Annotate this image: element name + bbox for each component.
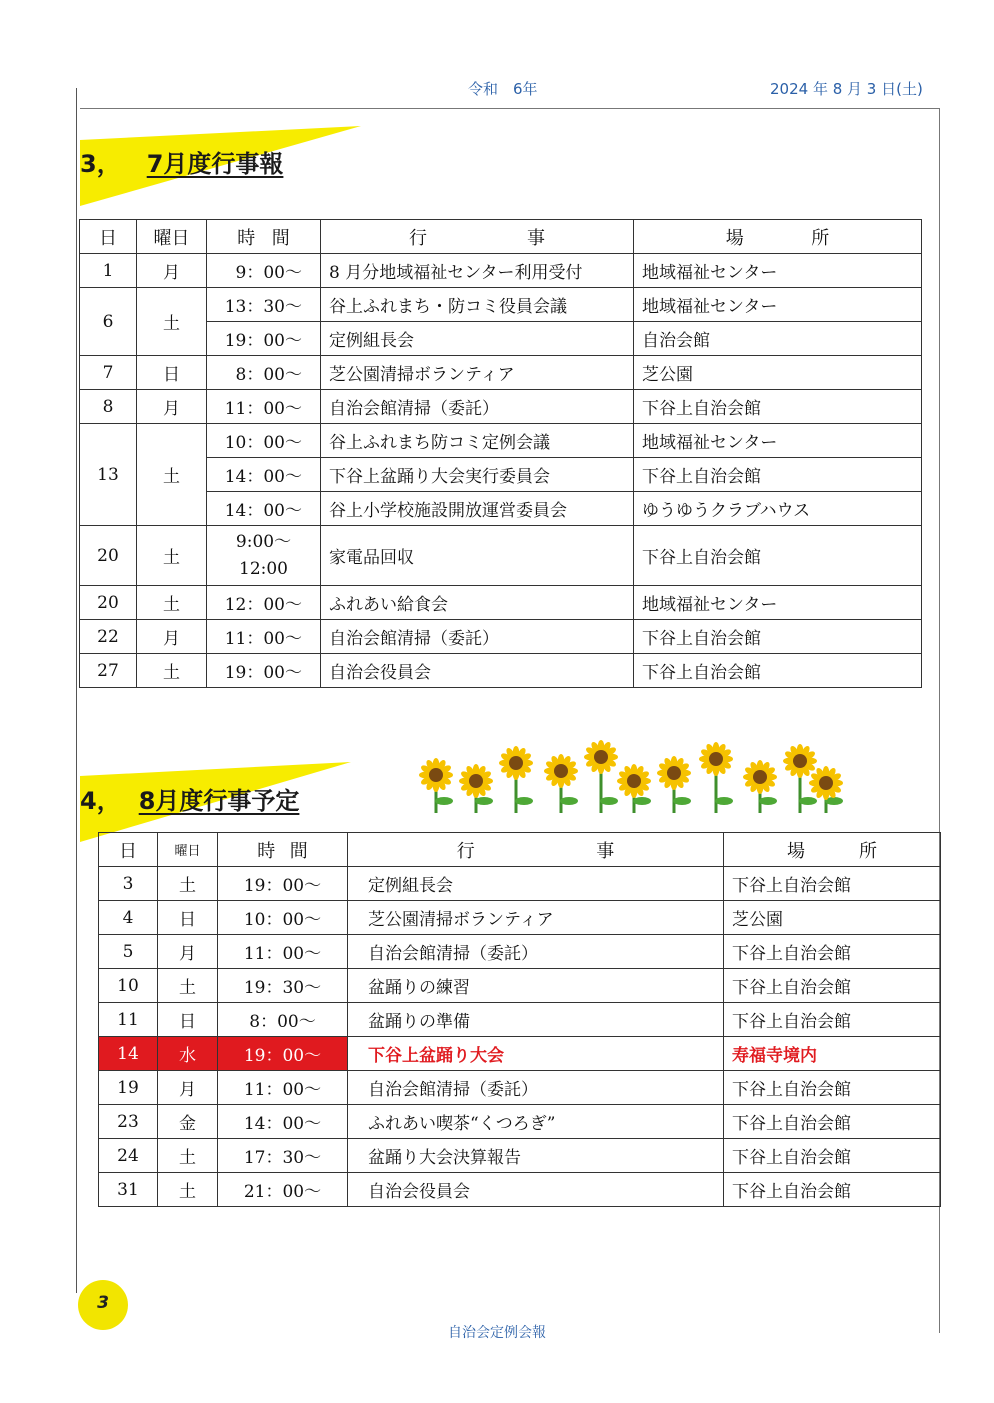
cell-event: 谷上ふれまち防コミ定例会議 <box>321 424 634 458</box>
cell-weekday: 日 <box>137 356 207 390</box>
cell-place: ゆうゆうクラブハウス <box>634 492 922 526</box>
cell-event: 芝公園清掃ボランティア <box>321 356 634 390</box>
july-events-table <box>79 219 922 688</box>
table-row <box>80 654 922 688</box>
table-header-row <box>80 220 922 254</box>
cell-event: 自治会館清掃（委託） <box>348 935 724 969</box>
cell-time: 13：30～ <box>207 288 321 322</box>
cell-place: 地域福祉センター <box>634 254 922 288</box>
table-row <box>80 458 922 492</box>
section3-number: 3， <box>80 150 121 178</box>
cell-weekday: 金 <box>158 1105 218 1139</box>
cell-event: 下谷上盆踊り大会実行委員会 <box>321 458 634 492</box>
cell-event: 谷上小学校施設開放運営委員会 <box>321 492 634 526</box>
cell-event: 定例組長会 <box>321 322 634 356</box>
section3-heading <box>80 144 283 179</box>
cell-time: 11：00～ <box>218 1071 348 1105</box>
table-row <box>80 620 922 654</box>
time-end: 12:00 <box>239 558 288 579</box>
cell-place: 地域福祉センター <box>634 288 922 322</box>
cell-time: 19：00～ <box>218 1037 348 1071</box>
table-row <box>99 901 941 935</box>
cell-place: 下谷上自治会館 <box>634 654 922 688</box>
cell-place: 下谷上自治会館 <box>724 867 941 901</box>
cell-place: 地域福祉センター <box>634 586 922 620</box>
sunflower-icon <box>398 735 868 815</box>
time-start: 9:00～ <box>235 531 292 552</box>
cell-event: 定例組長会 <box>348 867 724 901</box>
table-row <box>80 288 922 322</box>
col-weekday: 曜日 <box>158 833 218 867</box>
cell-time <box>207 526 321 586</box>
table-row <box>99 867 941 901</box>
table-row <box>80 586 922 620</box>
cell-place: 下谷上自治会館 <box>634 620 922 654</box>
cell-time: 12：00～ <box>207 586 321 620</box>
header-date: 2024 年 8 月 3 日(土) <box>770 80 923 98</box>
cell-place: 自治会館 <box>634 322 922 356</box>
col-day: 日 <box>80 220 137 254</box>
cell-time: 14：00～ <box>218 1105 348 1139</box>
table-row <box>99 1139 941 1173</box>
cell-weekday: 土 <box>137 424 207 526</box>
cell-event: 谷上ふれまち・防コミ役員会議 <box>321 288 634 322</box>
cell-event: 盆踊り大会決算報告 <box>348 1139 724 1173</box>
cell-time: 11：00～ <box>207 390 321 424</box>
cell-event: 芝公園清掃ボランティア <box>348 901 724 935</box>
cell-time: 10：00～ <box>218 901 348 935</box>
table-row <box>80 424 922 458</box>
cell-event: 家電品回収 <box>321 526 634 586</box>
cell-weekday: 土 <box>137 654 207 688</box>
cell-weekday: 月 <box>137 254 207 288</box>
cell-place: 下谷上自治会館 <box>634 526 922 586</box>
cell-time: 8：00～ <box>207 356 321 390</box>
table-row <box>99 935 941 969</box>
page-number: 3 <box>97 1293 109 1313</box>
cell-weekday: 土 <box>158 1173 218 1207</box>
cell-day: 3 <box>99 867 158 901</box>
cell-weekday: 土 <box>158 867 218 901</box>
cell-weekday: 土 <box>158 1139 218 1173</box>
section4-number: 4， <box>80 787 121 815</box>
cell-event: 下谷上盆踊り大会 <box>348 1037 724 1071</box>
cell-day: 10 <box>99 969 158 1003</box>
cell-day: 20 <box>80 586 137 620</box>
section4-title: 8月度行事予定 <box>138 787 300 815</box>
col-time: 時 間 <box>218 833 348 867</box>
cell-time: 9：00～ <box>207 254 321 288</box>
cell-day: 24 <box>99 1139 158 1173</box>
cell-place: 下谷上自治会館 <box>724 1003 941 1037</box>
cell-time: 19：00～ <box>218 867 348 901</box>
cell-place: 下谷上自治会館 <box>634 458 922 492</box>
col-day: 日 <box>99 833 158 867</box>
cell-weekday: 土 <box>137 288 207 356</box>
cell-place: 下谷上自治会館 <box>724 1071 941 1105</box>
table-row <box>80 526 922 586</box>
table-row <box>80 390 922 424</box>
footer-title: 自治会定例会報 <box>448 1325 546 1341</box>
cell-time: 14：00～ <box>207 458 321 492</box>
cell-event: 自治会役員会 <box>348 1173 724 1207</box>
cell-day: 22 <box>80 620 137 654</box>
cell-event: 8 月分地域福祉センター利用受付 <box>321 254 634 288</box>
cell-place: 下谷上自治会館 <box>724 969 941 1003</box>
table-row <box>99 1003 941 1037</box>
table-row <box>99 1071 941 1105</box>
august-events-table <box>98 832 941 1207</box>
table-row <box>99 1105 941 1139</box>
cell-place: 寿福寺境内 <box>724 1037 941 1071</box>
col-event: 行 事 <box>348 833 724 867</box>
col-event: 行 事 <box>321 220 634 254</box>
table-row <box>80 492 922 526</box>
cell-day: 13 <box>80 424 137 526</box>
left-margin-line <box>76 88 77 1293</box>
cell-event: 自治会館清掃（委託） <box>348 1071 724 1105</box>
cell-weekday: 月 <box>137 620 207 654</box>
header-rule <box>80 108 940 109</box>
header-era: 令和 6年 <box>468 80 538 98</box>
table-row <box>80 322 922 356</box>
cell-place: 下谷上自治会館 <box>634 390 922 424</box>
cell-day: 6 <box>80 288 137 356</box>
cell-place: 下谷上自治会館 <box>724 1105 941 1139</box>
cell-event: 自治会館清掃（委託） <box>321 620 634 654</box>
col-time: 時 間 <box>207 220 321 254</box>
cell-place: 芝公園 <box>634 356 922 390</box>
cell-weekday: 月 <box>137 390 207 424</box>
table-row <box>80 254 922 288</box>
cell-time: 11：00～ <box>218 935 348 969</box>
cell-weekday: 土 <box>137 586 207 620</box>
table-header-row <box>99 833 941 867</box>
cell-place: 下谷上自治会館 <box>724 1173 941 1207</box>
cell-day: 19 <box>99 1071 158 1105</box>
table-row <box>80 356 922 390</box>
cell-time: 19：00～ <box>207 654 321 688</box>
cell-event: ふれあい給食会 <box>321 586 634 620</box>
cell-event: 自治会役員会 <box>321 654 634 688</box>
cell-place: 下谷上自治会館 <box>724 1139 941 1173</box>
cell-day: 27 <box>80 654 137 688</box>
cell-day: 5 <box>99 935 158 969</box>
col-weekday: 曜日 <box>137 220 207 254</box>
cell-day: 7 <box>80 356 137 390</box>
cell-weekday: 月 <box>158 1071 218 1105</box>
section3-title: 7月度行事報 <box>146 150 284 178</box>
cell-time: 8：00～ <box>218 1003 348 1037</box>
cell-time: 17：30～ <box>218 1139 348 1173</box>
cell-event: ふれあい喫茶“くつろぎ” <box>348 1105 724 1139</box>
col-place: 場 所 <box>724 833 941 867</box>
cell-place: 地域福祉センター <box>634 424 922 458</box>
sunflower-row <box>419 740 843 813</box>
cell-time: 11：00～ <box>207 620 321 654</box>
col-place: 場 所 <box>634 220 922 254</box>
cell-day: 31 <box>99 1173 158 1207</box>
cell-weekday: 日 <box>158 1003 218 1037</box>
cell-weekday: 水 <box>158 1037 218 1071</box>
cell-weekday: 土 <box>137 526 207 586</box>
cell-event: 盆踊りの準備 <box>348 1003 724 1037</box>
cell-place: 芝公園 <box>724 901 941 935</box>
cell-weekday: 土 <box>158 969 218 1003</box>
cell-day: 1 <box>80 254 137 288</box>
cell-day: 11 <box>99 1003 158 1037</box>
cell-day: 4 <box>99 901 158 935</box>
cell-time: 10：00～ <box>207 424 321 458</box>
section4-heading <box>80 781 299 816</box>
cell-event: 盆踊りの練習 <box>348 969 724 1003</box>
page-number-badge <box>78 1280 128 1330</box>
table-row <box>99 1173 941 1207</box>
cell-day: 14 <box>99 1037 158 1071</box>
cell-weekday: 月 <box>158 935 218 969</box>
cell-weekday: 日 <box>158 901 218 935</box>
cell-day: 20 <box>80 526 137 586</box>
cell-event: 自治会館清掃（委託） <box>321 390 634 424</box>
cell-time: 21：00～ <box>218 1173 348 1207</box>
cell-time: 19：00～ <box>207 322 321 356</box>
table-row <box>99 969 941 1003</box>
cell-place: 下谷上自治会館 <box>724 935 941 969</box>
cell-time: 14：00～ <box>207 492 321 526</box>
cell-day: 23 <box>99 1105 158 1139</box>
cell-day: 8 <box>80 390 137 424</box>
cell-time: 19：30～ <box>218 969 348 1003</box>
table-row-highlighted <box>99 1037 941 1071</box>
